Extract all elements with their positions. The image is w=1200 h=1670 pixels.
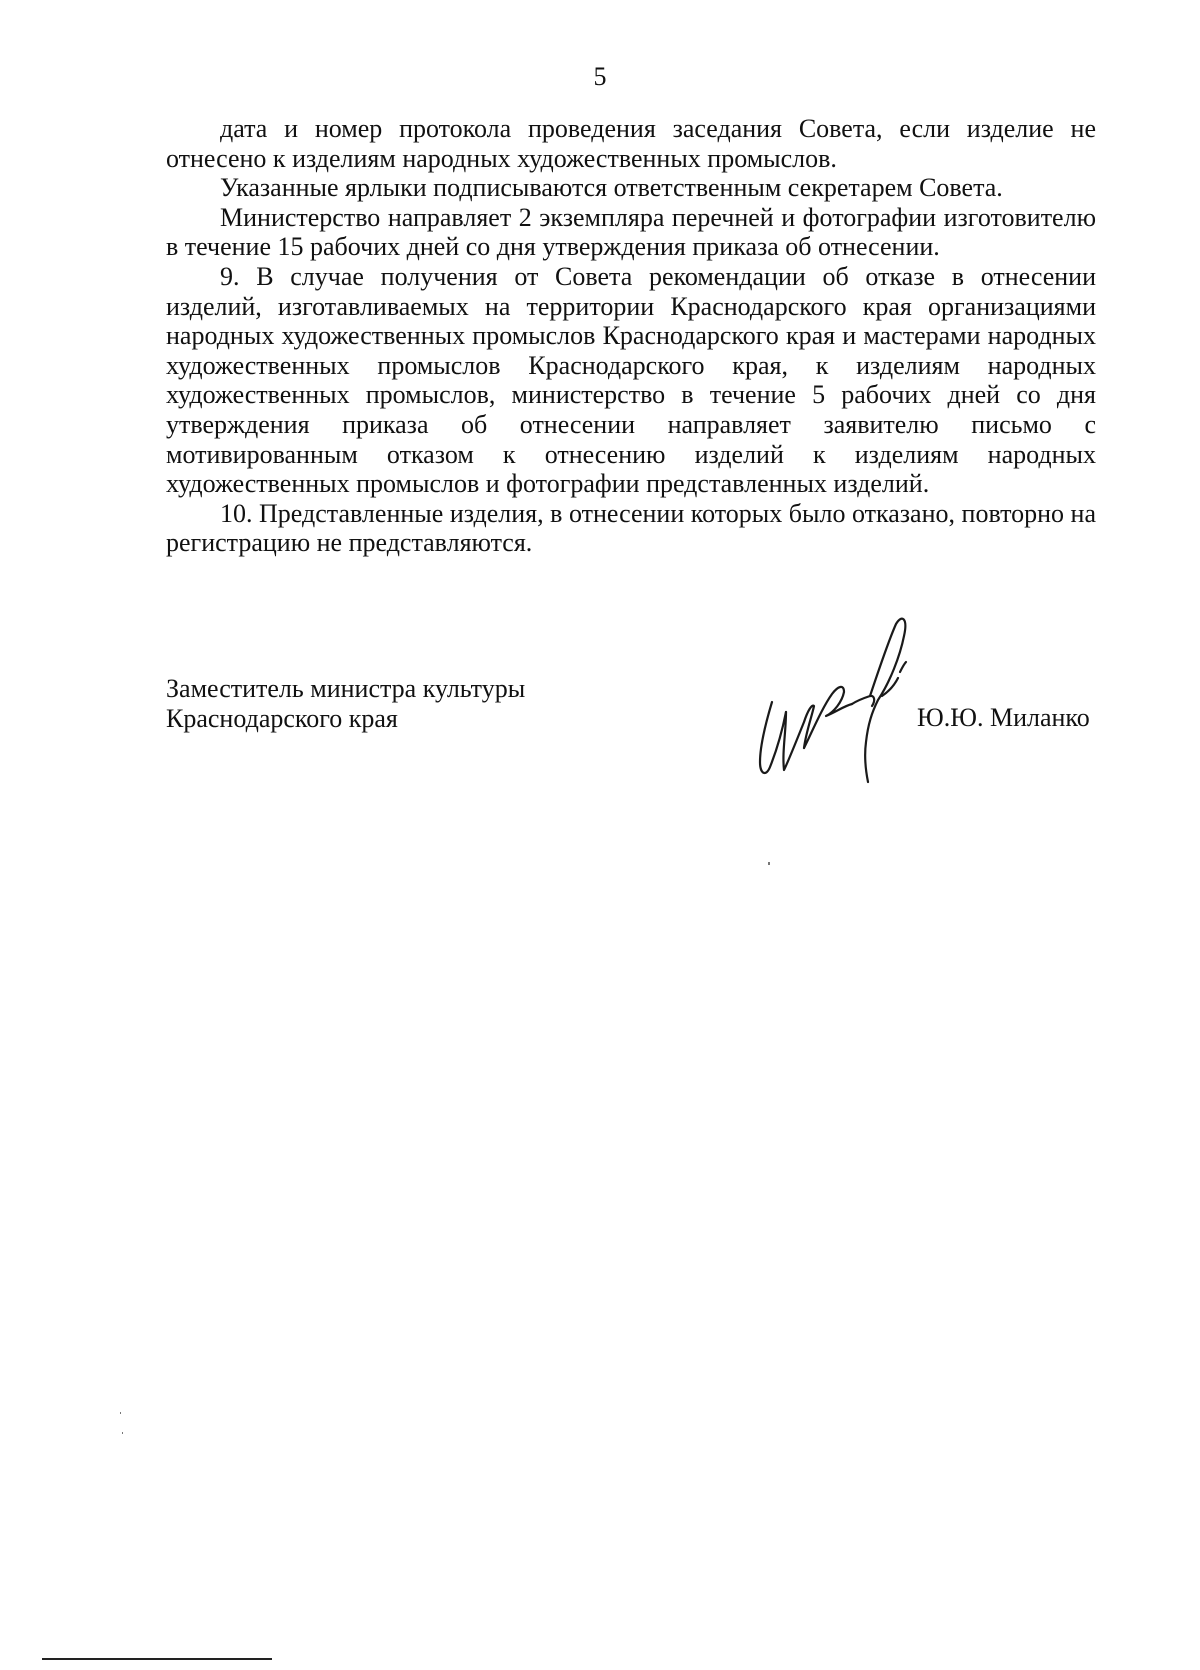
page-number: 5: [593, 62, 607, 91]
signer-position-line-2: Краснодарского края: [166, 704, 398, 733]
scan-speck: [122, 1432, 123, 1434]
signer-position: [166, 674, 525, 734]
handwritten-signature: [752, 612, 952, 792]
document-body: [166, 114, 1096, 558]
paragraph-item-10: 10. Представленные изделия, в отнесении которых было отказано, повторно на регистрацию не представляются.: [166, 498, 1096, 558]
footer-rule: [42, 1658, 272, 1660]
paragraph-labels-signed: Указанные ярлыки подписываются ответственным секретарем Совета.: [220, 173, 1003, 203]
paragraph-protocol-date: дата и номер протокола проведения заседания Совета, если изделие не отнесено к изделиям народных художественных промыслов.: [166, 114, 1096, 173]
paragraph-ministry-sends: Министерство направляет 2 экземпляра перечней и фотографии изготовителю в течение 15 рабочих дней со дня утверждения приказа об отнесении.: [166, 202, 1096, 262]
scan-speck: [768, 862, 770, 865]
signer-name: Ю.Ю. Миланко: [917, 703, 1090, 732]
scan-speck: [120, 1412, 121, 1414]
paragraph-item-9: 9. В случае получения от Совета рекомендации об отказе в отнесении изделий, изготавливаемых на территории Краснодарского края организациями народных художественных промыслов Краснодарского края и мастерами народных художественных промыслов Краснодарского края, к изделиям народных художественных промыслов, министерство в течение 5 рабочих дней со дня утверждения приказа об отнесении направляет заявителю письмо с мотивированным отказом к отнесению изделий к изделиям народных художественных промыслов и фотографии представленных изделий.: [166, 261, 1096, 499]
signer-position-line-1: Заместитель министра культуры: [166, 674, 526, 703]
